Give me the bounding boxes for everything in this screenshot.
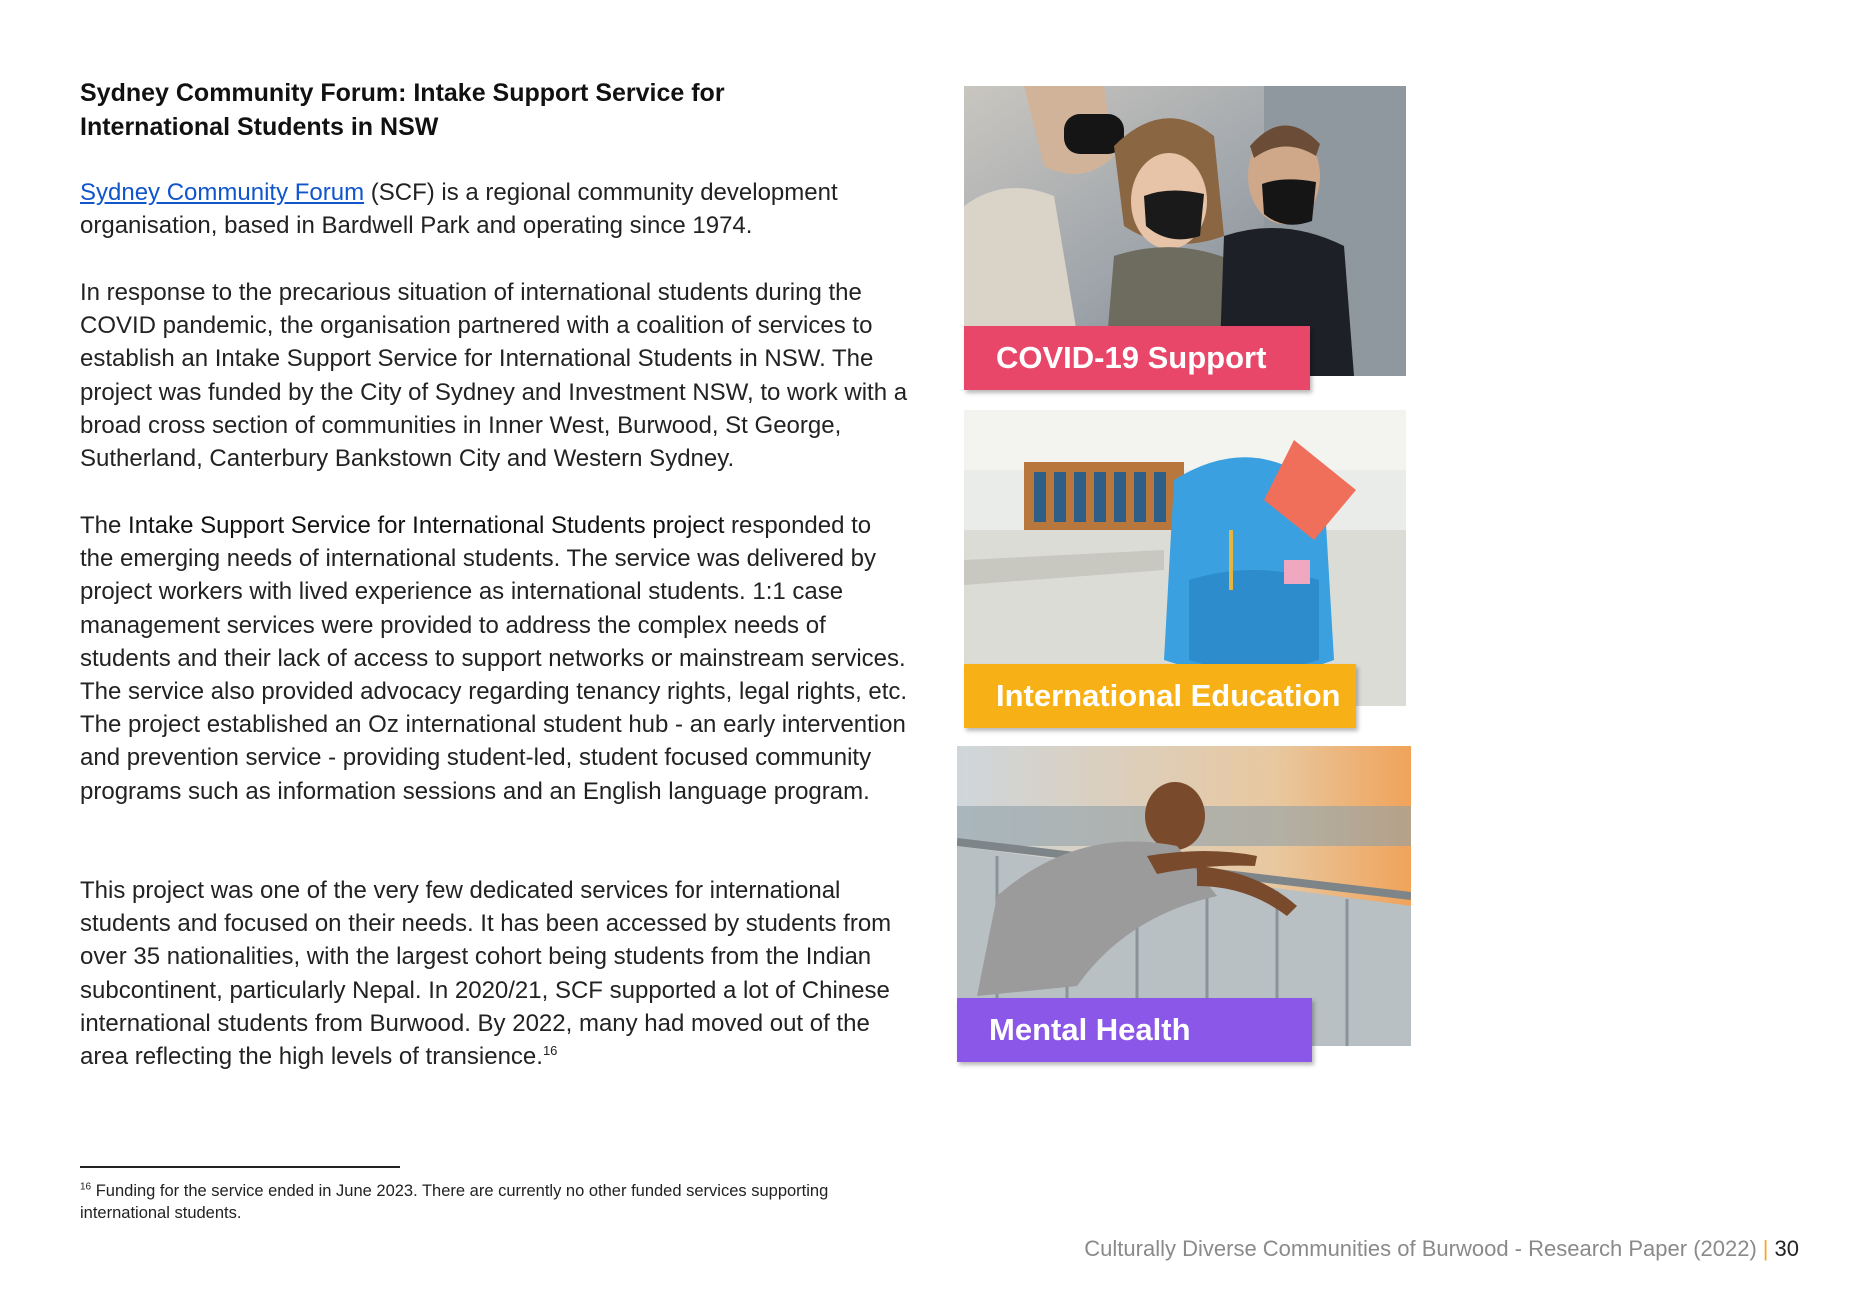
international-education-image-card [964, 410, 1406, 713]
paragraph-project-description [80, 509, 910, 808]
paragraph-intro [80, 176, 910, 242]
project-name-emphasis: Intake Support Service for International Students project [128, 512, 725, 539]
paragraph-body: responded to the emerging needs of international students. The service was delivered by project workers with lived experience as international students. 1:1 case management services were provided to address the complex needs of students and their lack of access to support networks or mainstream services. The service also provided advocacy regarding tenancy rights, legal rights, etc. The project established an Oz international student hub - an early intervention and prevention service - providing student-led, student focused community programs such as information sessions and an English language program. [80, 512, 908, 805]
mental-health-image-card [957, 746, 1411, 1046]
paragraph-lead: The [80, 512, 129, 539]
paragraph-covid-response: In response to the precarious situation of international students during the COVID pandemic, the organisation partnered with a coalition of services to establish an Intake Support Service for International Students in NSW. The project was funded by the City of Sydney and Investment NSW, to work with a broad cross section of communities in Inner West, Burwood, St George, Sutherland, Canterbury Bankstown City and Western Sydney. [80, 279, 908, 473]
sydney-community-forum-link[interactable]: Sydney Community Forum [80, 179, 365, 206]
international-education-label: International Education [964, 664, 1356, 728]
paragraph-outcomes-text: This project was one of the very few dedicated services for international students and focused on their needs. It has been accessed by students from over 35 nationalities, with the largest cohort being students from the Indian subcontinent, particularly Nepal. In 2020/21, SCF supported a lot of Chinese international students from Burwood. By 2022, many had moved out of the area reflecting the high levels of transience. [80, 877, 892, 1071]
covid-support-image-card [964, 86, 1406, 376]
school-backpack-photo [964, 410, 1406, 706]
covid-support-label: COVID-19 Support [964, 326, 1310, 390]
page-footer [1084, 1236, 1799, 1262]
footer-title: Culturally Diverse Communities of Burwood - Research Paper (2022) [1084, 1236, 1757, 1261]
section-heading: Sydney Community Forum: Intake Support Service for International Students in NSW [80, 79, 725, 141]
footer-separator: | [1762, 1236, 1769, 1261]
paragraph-outcomes [80, 874, 910, 1073]
mental-health-label: Mental Health [957, 998, 1312, 1062]
footnote-reference[interactable]: 16 [542, 1043, 558, 1059]
footnote-text: Funding for the service ended in June 2023. There are currently no other funded services supporting international students. [80, 1182, 829, 1222]
footnote [80, 1180, 910, 1224]
footnote-divider [80, 1166, 400, 1168]
page-number: 30 [1774, 1236, 1799, 1261]
paragraph-intro-text: (SCF) is a regional community development organisation, based in Bardwell Park and operating since 1974. [80, 179, 838, 240]
footnote-number: 16 [80, 1181, 92, 1193]
